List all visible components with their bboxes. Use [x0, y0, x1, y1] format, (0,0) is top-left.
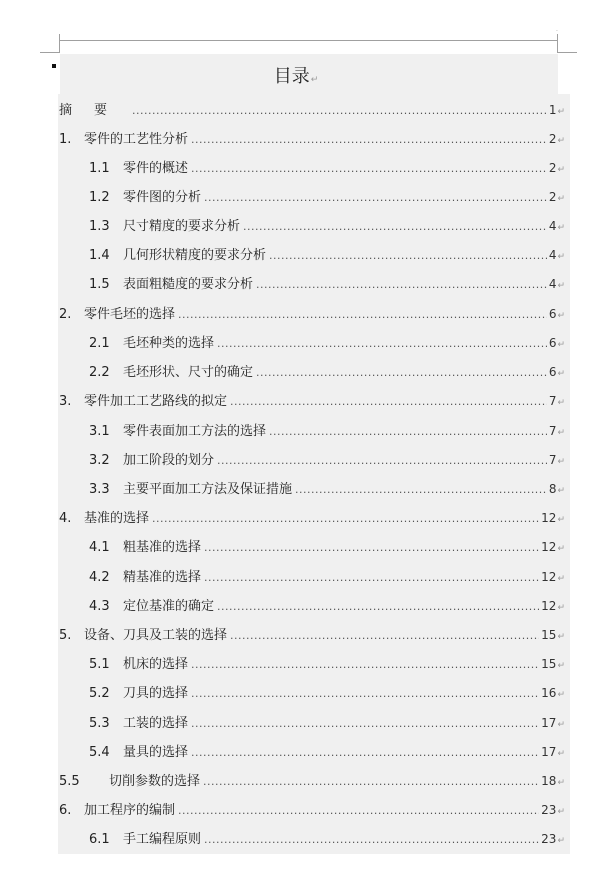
paragraph-mark-icon: ↵: [557, 749, 565, 759]
paragraph-mark-icon: ↵: [557, 340, 565, 350]
paragraph-mark-icon: ↵: [557, 690, 565, 700]
toc-leader-dots: [178, 306, 547, 324]
toc-entry-label: 零件毛坯的选择: [84, 307, 176, 322]
paragraph-mark-icon: ↵: [557, 807, 565, 817]
toc-entry-label: 加工阶段的划分: [123, 453, 215, 468]
toc-entry-2-2[interactable]: [89, 363, 565, 381]
toc-leader-dots: [230, 393, 547, 411]
paragraph-mark-icon: ↵: [557, 515, 565, 525]
toc-entry-number: 6.: [59, 803, 72, 818]
paragraph-mark-icon: ↵: [557, 720, 565, 730]
toc-entry-number: 2.1: [89, 336, 110, 351]
toc-entry-page: 2: [548, 161, 557, 175]
toc-entry-page: 4: [548, 248, 557, 262]
toc-entry-label: 毛坯形状、尺寸的确定: [123, 365, 254, 380]
toc-leader-dots: [178, 802, 539, 820]
toc-entry-page: 18: [541, 774, 557, 788]
toc-entry-4-2[interactable]: [89, 568, 565, 586]
paragraph-mark-icon: ↵: [557, 223, 565, 233]
paragraph-mark-icon: ↵: [557, 281, 565, 291]
toc-title: [0, 62, 592, 88]
toc-leader-dots: [295, 481, 547, 499]
toc-entry-6-1[interactable]: [89, 830, 565, 848]
toc-entry-label: 机床的选择: [123, 657, 189, 672]
toc-entry-label: 设备、刀具及工装的选择: [84, 628, 228, 643]
toc-entry-page: 12: [541, 570, 557, 584]
toc-entry-abstract[interactable]: [59, 101, 565, 119]
toc-entry-page: 1: [548, 103, 557, 117]
toc-field-shading: [58, 94, 570, 854]
toc-leader-dots: [204, 189, 547, 207]
toc-entry-page: 7: [548, 453, 557, 467]
toc-entry-page: 23: [541, 803, 557, 817]
crop-mark-top-left-v: [59, 34, 60, 53]
toc-entry-number: 4.2: [89, 570, 110, 585]
toc-entry-number: 1.: [59, 132, 72, 147]
toc-entry-number: 1.4: [89, 248, 110, 263]
toc-entry-5-2[interactable]: [89, 684, 565, 702]
toc-entry-5-3[interactable]: [89, 714, 565, 732]
toc-entry-label: 摘要: [59, 103, 130, 118]
toc-leader-dots: [204, 831, 539, 849]
toc-entry-number: 4.1: [89, 540, 110, 555]
toc-entry-label: 基准的选择: [84, 511, 150, 526]
paragraph-mark-icon: ↵: [557, 311, 565, 321]
toc-leader-dots: [217, 598, 539, 616]
toc-leader-dots: [256, 276, 547, 294]
toc-entry-label: 粗基准的选择: [123, 540, 202, 555]
toc-leader-dots: [230, 627, 539, 645]
toc-entry-number: 3.1: [89, 424, 110, 439]
toc-entry-label: 加工程序的编制: [84, 803, 176, 818]
toc-leader-dots: [191, 685, 539, 703]
toc-entry-label: 尺寸精度的要求分析: [123, 219, 241, 234]
toc-entry-number: 5.3: [89, 716, 110, 731]
toc-entry-label: 零件加工工艺路线的拟定: [84, 394, 228, 409]
paragraph-mark-icon: ↵: [557, 428, 565, 438]
toc-entry-label: 零件表面加工方法的选择: [123, 424, 267, 439]
toc-entry-page: 12: [541, 540, 557, 554]
toc-title-text: 目录: [273, 66, 310, 87]
paragraph-mark-icon: ↵: [557, 252, 565, 262]
toc-entry-page: 8: [548, 482, 557, 496]
toc-leader-dots: [204, 569, 539, 587]
toc-entry-page: 12: [541, 511, 557, 525]
toc-leader-dots: [191, 715, 539, 733]
toc-entry-page: 7: [548, 424, 557, 438]
toc-entry-number: 6.1: [89, 832, 110, 847]
toc-entry-page: 6: [548, 307, 557, 321]
paragraph-mark-icon: ↵: [310, 75, 319, 85]
paragraph-mark-icon: ↵: [557, 574, 565, 584]
toc-entry-label: 零件的概述: [123, 161, 189, 176]
toc-entry-label: 手工编程原则: [123, 832, 202, 847]
toc-entry-1-5[interactable]: [89, 275, 565, 293]
toc-entry-4-3[interactable]: [89, 597, 565, 615]
toc-entry-page: 15: [541, 628, 557, 642]
paragraph-mark-icon: ↵: [557, 457, 565, 467]
toc-entry-page: 6: [548, 336, 557, 350]
paragraph-mark-icon: ↵: [557, 778, 565, 788]
toc-entry-label: 零件的工艺性分析: [84, 132, 189, 147]
toc-entry-label: 定位基准的确定: [123, 599, 215, 614]
toc-entry-label: 工装的选择: [123, 716, 189, 731]
toc-entry-5-4[interactable]: [89, 743, 565, 761]
toc-entry-number: 5.: [59, 628, 72, 643]
toc-entry-3[interactable]: [59, 392, 565, 410]
toc-leader-dots: [269, 423, 547, 441]
paragraph-mark-icon: ↵: [557, 632, 565, 642]
toc-entry-page: 6: [548, 365, 557, 379]
paragraph-mark-icon: ↵: [557, 544, 565, 554]
toc-entry-label: 切削参数的选择: [109, 774, 201, 789]
toc-entry-page: 2: [548, 132, 557, 146]
toc-entry-page: 7: [548, 394, 557, 408]
toc-entry-label: 刀具的选择: [123, 686, 189, 701]
toc-entry-5[interactable]: [59, 626, 565, 644]
toc-leader-dots: [132, 102, 547, 120]
toc-entry-6[interactable]: [59, 801, 565, 819]
toc-entry-3-3[interactable]: [89, 480, 565, 498]
toc-entry-5-5[interactable]: [59, 772, 565, 790]
toc-entry-page: 4: [548, 219, 557, 233]
toc-entry-4[interactable]: [59, 509, 565, 527]
toc-entry-number: 5.1: [89, 657, 110, 672]
toc-entry-number: 4.3: [89, 599, 110, 614]
toc-entry-number: 2.: [59, 307, 72, 322]
toc-entry-number: 1.3: [89, 219, 110, 234]
toc-entry-page: 16: [541, 686, 557, 700]
crop-mark-top-right-h: [557, 52, 577, 53]
toc-entry-number: 4.: [59, 511, 72, 526]
toc-leader-dots: [191, 160, 547, 178]
toc-entry-label: 表面粗糙度的要求分析: [123, 277, 254, 292]
paragraph-mark-icon: ↵: [557, 398, 565, 408]
toc-entry-number: 5.4: [89, 745, 110, 760]
paragraph-mark-icon: ↵: [557, 836, 565, 846]
toc-entry-number: 5.5: [59, 774, 80, 789]
toc-leader-dots: [191, 131, 547, 149]
toc-entry-page: 23: [541, 832, 557, 846]
toc-entry-page: 12: [541, 599, 557, 613]
toc-leader-dots: [191, 744, 539, 762]
paragraph-mark-icon: ↵: [557, 603, 565, 613]
toc-entry-number: 3.: [59, 394, 72, 409]
toc-entry-label: 几何形状精度的要求分析: [123, 248, 267, 263]
corner-mark: .: [556, 26, 558, 33]
toc-leader-dots: [203, 773, 539, 791]
paragraph-mark-icon: ↵: [557, 107, 565, 117]
crop-mark-top-left-h: [40, 52, 60, 53]
toc-entry-label: 精基准的选择: [123, 570, 202, 585]
toc-entry-number: 1.1: [89, 161, 110, 176]
toc-entry-page: 17: [541, 716, 557, 730]
toc-entry-5-1[interactable]: [89, 655, 565, 673]
toc-entry-3-2[interactable]: [89, 451, 565, 469]
toc-entry-1-4[interactable]: [89, 246, 565, 264]
toc-entry-1-3[interactable]: [89, 217, 565, 235]
toc-entry-number: 1.5: [89, 277, 110, 292]
toc-entry-number: 2.2: [89, 365, 110, 380]
toc-entry-2-1[interactable]: [89, 334, 565, 352]
paragraph-mark-icon: ↵: [557, 165, 565, 175]
toc-entry-page: 15: [541, 657, 557, 671]
toc-entry-number: 5.2: [89, 686, 110, 701]
toc-leader-dots: [217, 335, 547, 353]
paragraph-mark-icon: ↵: [557, 136, 565, 146]
toc-entry-page: 17: [541, 745, 557, 759]
toc-entry-number: 1.2: [89, 190, 110, 205]
toc-entry-page: 2: [548, 190, 557, 204]
toc-leader-dots: [269, 247, 547, 265]
paragraph-mark-icon: ↵: [557, 661, 565, 671]
toc-leader-dots: [217, 452, 547, 470]
toc-leader-dots: [243, 218, 547, 236]
header-rule: [59, 40, 557, 41]
paragraph-mark-icon: ↵: [557, 369, 565, 379]
crop-mark-top-right-v: [557, 34, 558, 53]
toc-entry-label: 量具的选择: [123, 745, 189, 760]
toc-entry-label: 毛坯种类的选择: [123, 336, 215, 351]
toc-leader-dots: [256, 364, 547, 382]
toc-entry-number: 3.2: [89, 453, 110, 468]
toc-entry-3-1[interactable]: [89, 422, 565, 440]
paragraph-mark-icon: ↵: [557, 486, 565, 496]
toc-entry-2[interactable]: [59, 305, 565, 323]
toc-entry-label: 主要平面加工方法及保证措施: [123, 482, 293, 497]
toc-leader-dots: [191, 656, 539, 674]
toc-leader-dots: [152, 510, 539, 528]
toc-entry-1-1[interactable]: [89, 159, 565, 177]
toc-entry-label: 零件图的分析: [123, 190, 202, 205]
toc-entry-page: 4: [548, 277, 557, 291]
toc-leader-dots: [204, 539, 539, 557]
toc-entry-1[interactable]: [59, 130, 565, 148]
toc-entry-number: 3.3: [89, 482, 110, 497]
paragraph-mark-icon: ↵: [557, 194, 565, 204]
toc-entry-1-2[interactable]: [89, 188, 565, 206]
toc-entry-4-1[interactable]: [89, 538, 565, 556]
